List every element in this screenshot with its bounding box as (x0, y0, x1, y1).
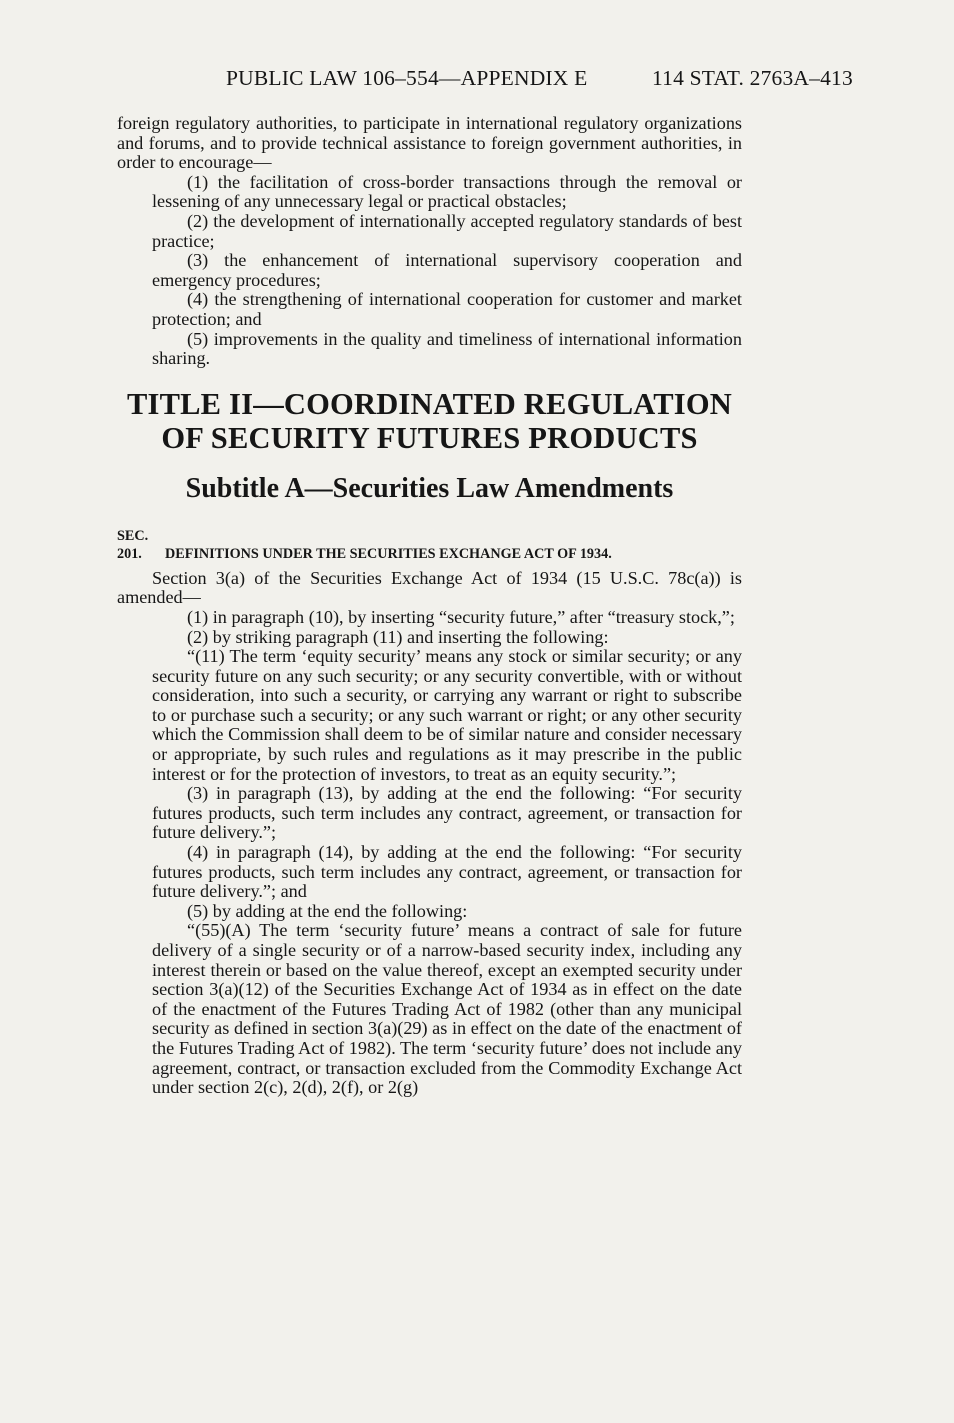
header-statute-page: 114 STAT. 2763A–413 (652, 66, 853, 90)
section-lead: Section 3(a) of the Securities Exchange Act of 1934 (15 U.S.C. 78c(a)) is amended— (117, 567, 742, 608)
intro-paragraph: foreign regulatory authorities, to participate in international regulatory organizations and forums, and to provide technical assistance to foreign government authorities, in order to encourage— (117, 113, 742, 173)
subtitle-heading: Subtitle A—Securities Law Amendments (185, 472, 674, 504)
intro-item: (4) the strengthening of international cooperation for customer and market protection; and (152, 289, 742, 329)
intro-item: (5) improvements in the quality and timeliness of international information sharing. (152, 328, 742, 369)
running-header (226, 66, 886, 91)
section-heading (117, 527, 742, 563)
title-line-2: OF SECURITY FUTURES PRODUCTS (161, 420, 698, 455)
intro-item: (3) the enhancement of international supervisory cooperation and emergency procedures; (152, 250, 742, 290)
section-number: SEC. 201. (117, 527, 149, 562)
amendment-item: (4) in paragraph (14), by adding at the end the following: “For security futures products, such term includes any contract, agreement, or transaction for future delivery.”; and (152, 842, 742, 902)
amendment-item: (2) by striking paragraph (11) and inserting the following: (187, 626, 609, 647)
quoted-definition: “(11) The term ‘equity security’ means any stock or similar security; or any security future on any such security; or any security convertible, with or without consideration, into such a security, or carrying any warrant or right to subscribe to or purchase such a security; or any such warrant or right; or any other security which the Commission shall deem to be of similar nature and consider necessary or appropriate, by such rules and regulations as it may prescribe in the public interest or for the protection of investors, to treat as an equity security.”; (152, 646, 742, 784)
amendment-item: (1) in paragraph (10), by inserting “security future,” after “treasury stock,”; (187, 606, 735, 627)
intro-item: (2) the development of internationally accepted regulatory standards of best practice; (152, 210, 742, 251)
title-heading (117, 387, 742, 455)
intro-item: (1) the facilitation of cross-border transactions through the removal or lessening of any unnecessary legal or practical obstacles; (152, 171, 742, 212)
amendment-item: (3) in paragraph (13), by adding at the end the following: “For security futures products, such term includes any contract, agreement, or transaction for future delivery.”; (152, 783, 742, 843)
header-law-citation: PUBLIC LAW 106–554—APPENDIX E (226, 66, 588, 90)
quoted-definition: “(55)(A) The term ‘security future’ means a contract of sale for future delivery of a single security or of a narrow-based security index, including any interest therein or based on the value thereof, except an exempted security under section 3(a)(12) of the Securities Exchange Act of 1934 as in effect on the date of the enactment of the Futures Trading Act of 1982 (other than any municipal security as defined in section 3(a)(29) as in effect on the date of the enactment of the Futures Trading Act of 1982). The term ‘security future’ does not include any agreement, contract, or transaction excluded from the Commodity Exchange Act under section 2(c), 2(d), 2(f), or 2(g) (152, 920, 742, 1098)
section-title: DEFINITIONS UNDER THE SECURITIES EXCHANGE ACT OF 1934. (165, 545, 612, 562)
amendment-item: (5) by adding at the end the following: (187, 900, 468, 921)
text-column (117, 114, 742, 1098)
title-line-1: TITLE II—COORDINATED REGULATION (126, 386, 732, 421)
